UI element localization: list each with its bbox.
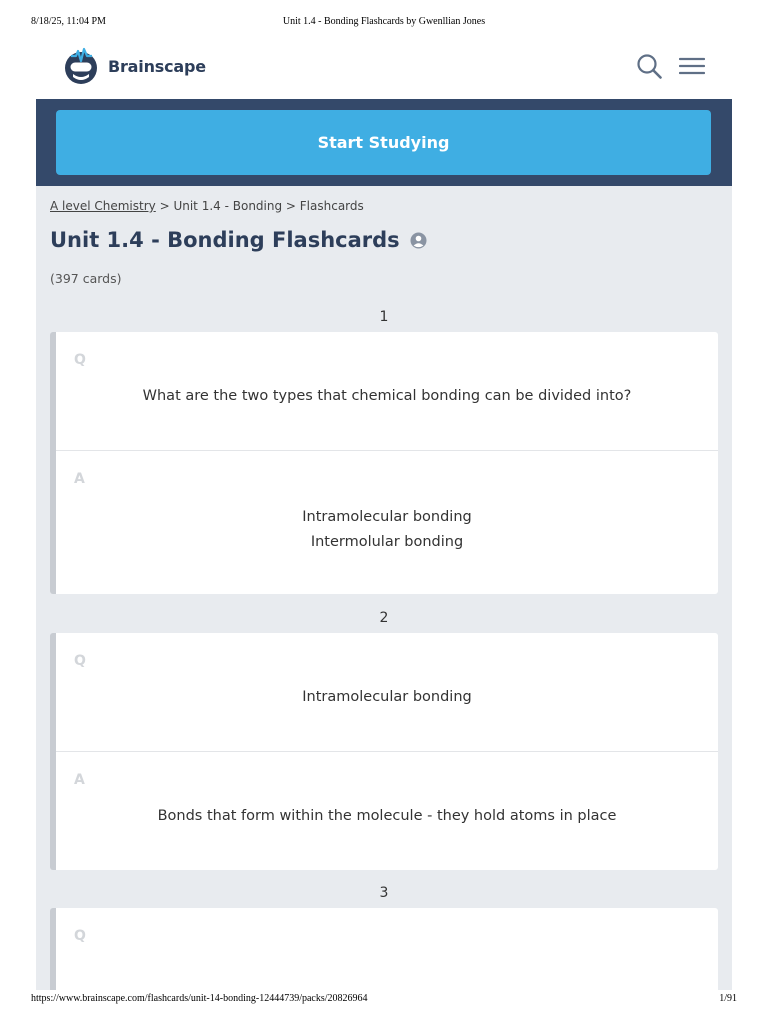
start-studying-button[interactable]: Start Studying xyxy=(56,110,711,175)
print-doc-title: Unit 1.4 - Bonding Flashcards by Gwenllian Jones xyxy=(282,16,486,27)
breadcrumb-link-class[interactable]: A level Chemistry xyxy=(50,199,156,213)
study-banner xyxy=(36,99,732,186)
brainscape-logo-icon xyxy=(62,47,100,85)
breadcrumb xyxy=(50,199,364,213)
card-question xyxy=(56,633,718,752)
brand-name: Brainscape xyxy=(108,56,206,76)
question-text: Intramolecular bonding xyxy=(302,689,472,705)
question-label: Q xyxy=(74,352,86,368)
page-title-text: Unit 1.4 - Bonding Flashcards xyxy=(50,228,400,252)
breadcrumb-separator: > xyxy=(282,199,300,213)
card-count: (397 cards) xyxy=(50,271,122,286)
answer-line: Intermolular bonding xyxy=(310,534,464,550)
card-question xyxy=(56,908,718,990)
search-icon[interactable] xyxy=(636,53,662,79)
print-url: https://www.brainscape.com/flashcards/unit-14-bonding-12444739/packs/20826964 xyxy=(31,993,368,1004)
brand-logo-link[interactable] xyxy=(62,47,206,85)
card-answer xyxy=(56,752,718,870)
answer-text: Bonds that form within the molecule - they hold atoms in place xyxy=(157,808,617,824)
card-number: 3 xyxy=(379,885,389,901)
answer-text xyxy=(56,505,718,555)
hamburger-menu-icon[interactable] xyxy=(679,55,705,77)
question-text: What are the two types that chemical bonding can be divided into? xyxy=(142,388,632,404)
card-question xyxy=(56,332,718,451)
print-footer xyxy=(31,993,737,1007)
card-number: 1 xyxy=(379,309,389,325)
question-label: Q xyxy=(74,928,86,944)
answer-label: A xyxy=(74,471,85,487)
card-answer xyxy=(56,451,718,594)
breadcrumb-item-current: Flashcards xyxy=(299,199,364,213)
question-label: Q xyxy=(74,653,86,669)
print-date: 8/18/25, 11:04 PM xyxy=(31,16,106,27)
page-title xyxy=(50,228,427,252)
flashcard xyxy=(50,633,718,870)
print-header xyxy=(31,16,737,30)
answer-line: Intramolecular bonding xyxy=(302,509,472,525)
flashcard xyxy=(50,908,718,990)
page xyxy=(36,35,732,990)
answer-label: A xyxy=(74,772,85,788)
card-number: 2 xyxy=(379,610,389,626)
flashcard xyxy=(50,332,718,594)
breadcrumb-item-deck: Unit 1.4 - Bonding xyxy=(173,199,283,213)
print-page-number: 1/91 xyxy=(719,993,737,1004)
top-navbar xyxy=(36,35,732,99)
breadcrumb-separator: > xyxy=(155,199,174,213)
user-circle-icon[interactable] xyxy=(410,232,427,249)
